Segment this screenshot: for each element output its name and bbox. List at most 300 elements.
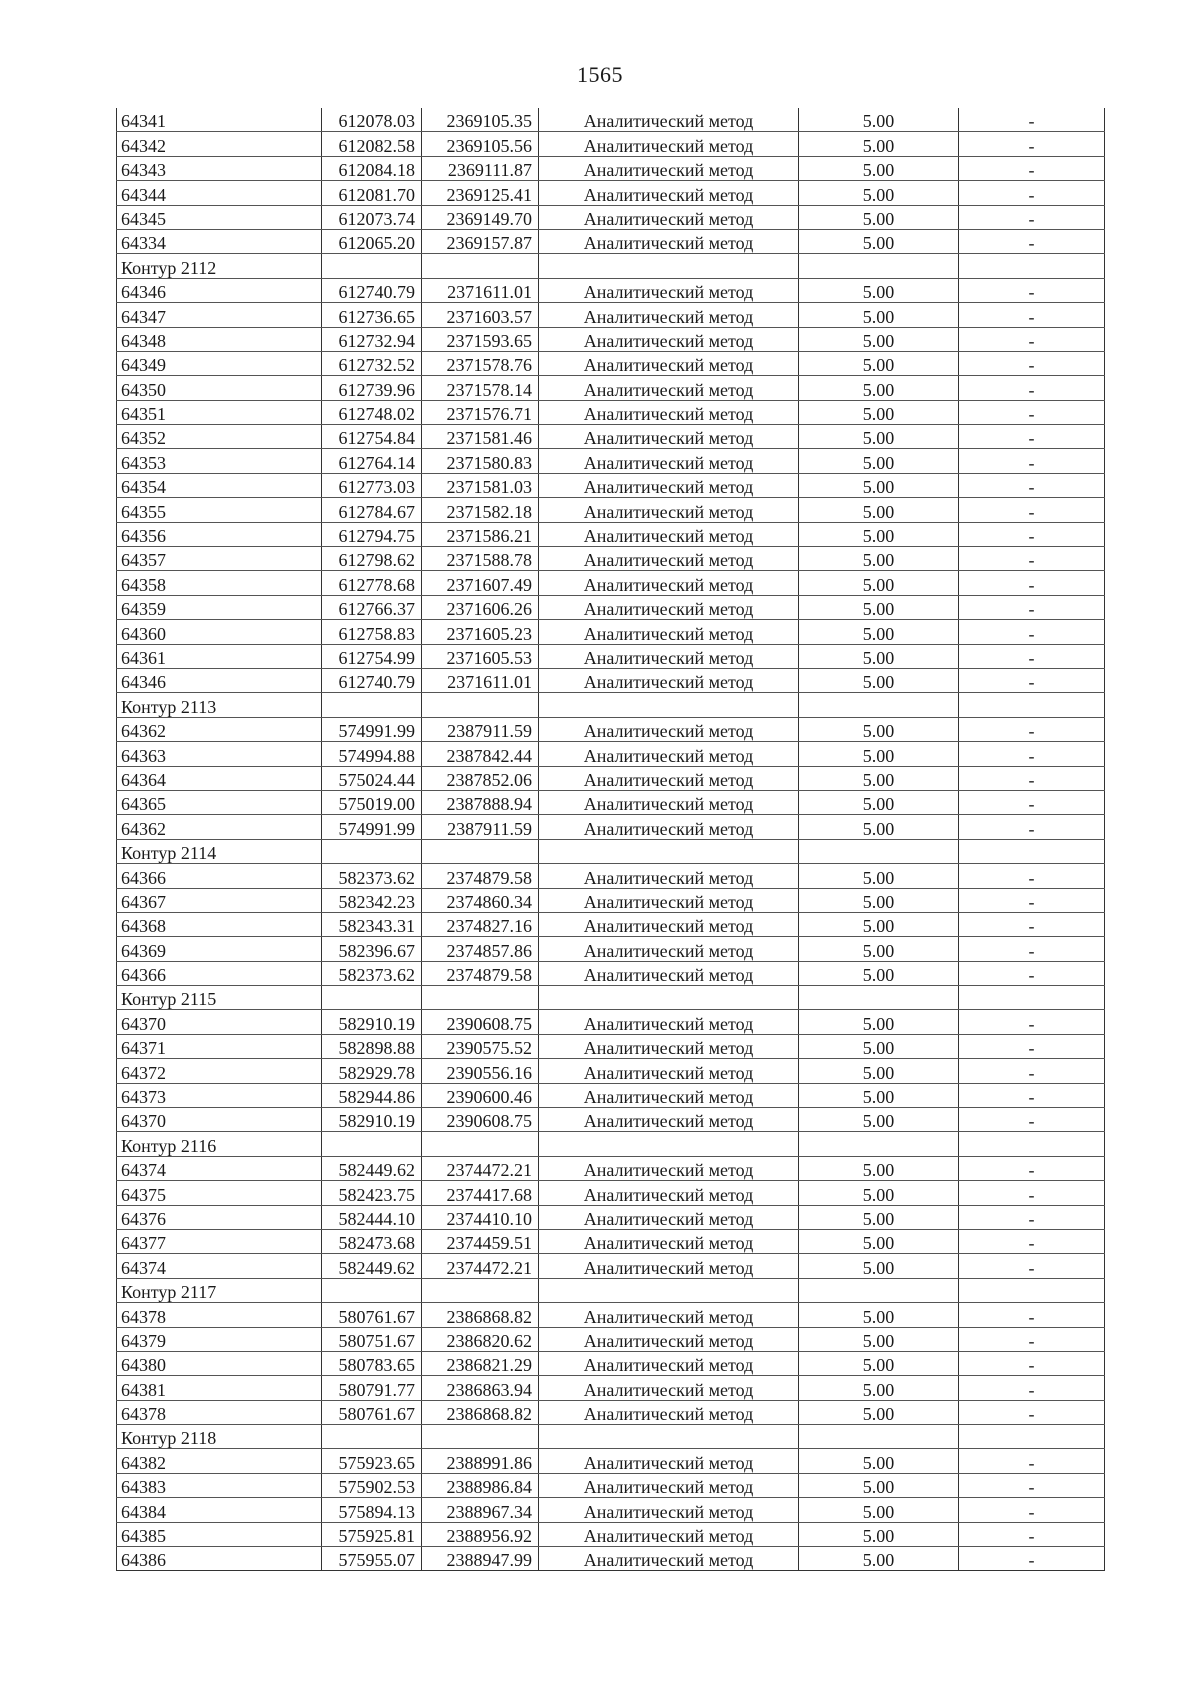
empty-cell xyxy=(422,986,539,1010)
point-id-cell: 64380 xyxy=(117,1351,322,1375)
note-cell: - xyxy=(959,742,1105,766)
note-cell: - xyxy=(959,1547,1105,1571)
method-cell: Аналитический метод xyxy=(539,108,799,132)
y-coordinate-cell: 2371581.46 xyxy=(422,425,539,449)
note-cell: - xyxy=(959,1498,1105,1522)
accuracy-cell: 5.00 xyxy=(799,742,959,766)
y-coordinate-cell: 2369111.87 xyxy=(422,156,539,180)
note-cell: - xyxy=(959,912,1105,936)
x-coordinate-cell: 612084.18 xyxy=(322,156,422,180)
method-cell: Аналитический метод xyxy=(539,1498,799,1522)
accuracy-cell: 5.00 xyxy=(799,522,959,546)
x-coordinate-cell: 612732.94 xyxy=(322,327,422,351)
x-coordinate-cell: 575923.65 xyxy=(322,1449,422,1473)
accuracy-cell: 5.00 xyxy=(799,717,959,741)
table-row xyxy=(117,1059,1105,1083)
point-id-cell: 64356 xyxy=(117,522,322,546)
coordinates-table xyxy=(116,108,1105,1571)
point-id-cell: 64384 xyxy=(117,1498,322,1522)
method-cell: Аналитический метод xyxy=(539,547,799,571)
method-cell: Аналитический метод xyxy=(539,1181,799,1205)
table-row xyxy=(117,1473,1105,1497)
note-cell: - xyxy=(959,864,1105,888)
note-cell: - xyxy=(959,1205,1105,1229)
point-id-cell: 64363 xyxy=(117,742,322,766)
y-coordinate-cell: 2390608.75 xyxy=(422,1010,539,1034)
point-id-cell: 64373 xyxy=(117,1083,322,1107)
method-cell: Аналитический метод xyxy=(539,815,799,839)
table-row xyxy=(117,1229,1105,1253)
empty-cell xyxy=(539,693,799,717)
contour-header-row xyxy=(117,693,1105,717)
empty-cell xyxy=(799,839,959,863)
table-row xyxy=(117,1400,1105,1424)
table-row xyxy=(117,1254,1105,1278)
point-id-cell: 64334 xyxy=(117,229,322,253)
x-coordinate-cell: 582898.88 xyxy=(322,1034,422,1058)
contour-header-row xyxy=(117,986,1105,1010)
x-coordinate-cell: 574991.99 xyxy=(322,815,422,839)
empty-cell xyxy=(322,1278,422,1302)
x-coordinate-cell: 612073.74 xyxy=(322,205,422,229)
table-row xyxy=(117,1303,1105,1327)
accuracy-cell: 5.00 xyxy=(799,1303,959,1327)
point-id-cell: 64372 xyxy=(117,1059,322,1083)
y-coordinate-cell: 2374857.86 xyxy=(422,937,539,961)
table-row xyxy=(117,1083,1105,1107)
y-coordinate-cell: 2388947.99 xyxy=(422,1547,539,1571)
x-coordinate-cell: 582423.75 xyxy=(322,1181,422,1205)
method-cell: Аналитический метод xyxy=(539,1108,799,1132)
note-cell: - xyxy=(959,1400,1105,1424)
empty-cell xyxy=(959,693,1105,717)
method-cell: Аналитический метод xyxy=(539,1229,799,1253)
x-coordinate-cell: 582449.62 xyxy=(322,1156,422,1180)
table-row xyxy=(117,888,1105,912)
method-cell: Аналитический метод xyxy=(539,1400,799,1424)
y-coordinate-cell: 2374827.16 xyxy=(422,912,539,936)
note-cell: - xyxy=(959,766,1105,790)
x-coordinate-cell: 574991.99 xyxy=(322,717,422,741)
table-row xyxy=(117,132,1105,156)
note-cell: - xyxy=(959,717,1105,741)
empty-cell xyxy=(422,254,539,278)
accuracy-cell: 5.00 xyxy=(799,1205,959,1229)
method-cell: Аналитический метод xyxy=(539,1351,799,1375)
method-cell: Аналитический метод xyxy=(539,961,799,985)
accuracy-cell: 5.00 xyxy=(799,1083,959,1107)
empty-cell xyxy=(422,839,539,863)
empty-cell xyxy=(322,839,422,863)
point-id-cell: 64349 xyxy=(117,351,322,375)
note-cell: - xyxy=(959,205,1105,229)
method-cell: Аналитический метод xyxy=(539,156,799,180)
accuracy-cell: 5.00 xyxy=(799,425,959,449)
method-cell: Аналитический метод xyxy=(539,1303,799,1327)
method-cell: Аналитический метод xyxy=(539,668,799,692)
point-id-cell: 64346 xyxy=(117,668,322,692)
point-id-cell: 64345 xyxy=(117,205,322,229)
accuracy-cell: 5.00 xyxy=(799,351,959,375)
x-coordinate-cell: 575024.44 xyxy=(322,766,422,790)
note-cell: - xyxy=(959,1034,1105,1058)
table-row xyxy=(117,1181,1105,1205)
x-coordinate-cell: 612740.79 xyxy=(322,278,422,302)
accuracy-cell: 5.00 xyxy=(799,1327,959,1351)
empty-cell xyxy=(959,254,1105,278)
y-coordinate-cell: 2371586.21 xyxy=(422,522,539,546)
note-cell: - xyxy=(959,132,1105,156)
accuracy-cell: 5.00 xyxy=(799,620,959,644)
x-coordinate-cell: 612784.67 xyxy=(322,498,422,522)
point-id-cell: 64366 xyxy=(117,961,322,985)
y-coordinate-cell: 2369149.70 xyxy=(422,205,539,229)
note-cell: - xyxy=(959,1303,1105,1327)
note-cell: - xyxy=(959,229,1105,253)
table-row xyxy=(117,961,1105,985)
y-coordinate-cell: 2387888.94 xyxy=(422,790,539,814)
method-cell: Аналитический метод xyxy=(539,400,799,424)
y-coordinate-cell: 2386868.82 xyxy=(422,1303,539,1327)
method-cell: Аналитический метод xyxy=(539,1327,799,1351)
note-cell: - xyxy=(959,1108,1105,1132)
empty-cell xyxy=(959,1278,1105,1302)
point-id-cell: 64351 xyxy=(117,400,322,424)
accuracy-cell: 5.00 xyxy=(799,595,959,619)
y-coordinate-cell: 2390575.52 xyxy=(422,1034,539,1058)
point-id-cell: 64386 xyxy=(117,1547,322,1571)
method-cell: Аналитический метод xyxy=(539,620,799,644)
x-coordinate-cell: 612778.68 xyxy=(322,571,422,595)
table-row xyxy=(117,351,1105,375)
y-coordinate-cell: 2371581.03 xyxy=(422,473,539,497)
x-coordinate-cell: 582473.68 xyxy=(322,1229,422,1253)
point-id-cell: 64360 xyxy=(117,620,322,644)
empty-cell xyxy=(799,986,959,1010)
note-cell: - xyxy=(959,1327,1105,1351)
note-cell: - xyxy=(959,156,1105,180)
table-row xyxy=(117,717,1105,741)
table-row xyxy=(117,620,1105,644)
x-coordinate-cell: 575955.07 xyxy=(322,1547,422,1571)
note-cell: - xyxy=(959,327,1105,351)
method-cell: Аналитический метод xyxy=(539,1449,799,1473)
y-coordinate-cell: 2388986.84 xyxy=(422,1473,539,1497)
note-cell: - xyxy=(959,1229,1105,1253)
note-cell: - xyxy=(959,547,1105,571)
contour-label: Контур 2115 xyxy=(117,986,322,1010)
note-cell: - xyxy=(959,620,1105,644)
y-coordinate-cell: 2371607.49 xyxy=(422,571,539,595)
empty-cell xyxy=(322,1425,422,1449)
y-coordinate-cell: 2371588.78 xyxy=(422,547,539,571)
empty-cell xyxy=(799,693,959,717)
note-cell: - xyxy=(959,961,1105,985)
table-row xyxy=(117,1010,1105,1034)
empty-cell xyxy=(799,254,959,278)
contour-header-row xyxy=(117,254,1105,278)
point-id-cell: 64370 xyxy=(117,1010,322,1034)
point-id-cell: 64371 xyxy=(117,1034,322,1058)
method-cell: Аналитический метод xyxy=(539,1376,799,1400)
table-row xyxy=(117,498,1105,522)
contour-header-row xyxy=(117,1132,1105,1156)
accuracy-cell: 5.00 xyxy=(799,1254,959,1278)
y-coordinate-cell: 2371593.65 xyxy=(422,327,539,351)
accuracy-cell: 5.00 xyxy=(799,790,959,814)
point-id-cell: 64352 xyxy=(117,425,322,449)
accuracy-cell: 5.00 xyxy=(799,327,959,351)
method-cell: Аналитический метод xyxy=(539,1547,799,1571)
y-coordinate-cell: 2371582.18 xyxy=(422,498,539,522)
note-cell: - xyxy=(959,1376,1105,1400)
empty-cell xyxy=(322,1132,422,1156)
empty-cell xyxy=(322,986,422,1010)
note-cell: - xyxy=(959,425,1105,449)
y-coordinate-cell: 2369125.41 xyxy=(422,181,539,205)
x-coordinate-cell: 582342.23 xyxy=(322,888,422,912)
method-cell: Аналитический метод xyxy=(539,937,799,961)
table-row xyxy=(117,181,1105,205)
y-coordinate-cell: 2374459.51 xyxy=(422,1229,539,1253)
table-row xyxy=(117,1108,1105,1132)
empty-cell xyxy=(539,839,799,863)
note-cell: - xyxy=(959,1449,1105,1473)
y-coordinate-cell: 2386868.82 xyxy=(422,1400,539,1424)
y-coordinate-cell: 2371603.57 xyxy=(422,303,539,327)
x-coordinate-cell: 580761.67 xyxy=(322,1400,422,1424)
point-id-cell: 64376 xyxy=(117,1205,322,1229)
point-id-cell: 64364 xyxy=(117,766,322,790)
empty-cell xyxy=(959,839,1105,863)
y-coordinate-cell: 2371605.23 xyxy=(422,620,539,644)
y-coordinate-cell: 2386821.29 xyxy=(422,1351,539,1375)
contour-label: Контур 2114 xyxy=(117,839,322,863)
table-row xyxy=(117,912,1105,936)
accuracy-cell: 5.00 xyxy=(799,864,959,888)
point-id-cell: 64353 xyxy=(117,449,322,473)
point-id-cell: 64367 xyxy=(117,888,322,912)
point-id-cell: 64369 xyxy=(117,937,322,961)
accuracy-cell: 5.00 xyxy=(799,1522,959,1546)
x-coordinate-cell: 580791.77 xyxy=(322,1376,422,1400)
x-coordinate-cell: 574994.88 xyxy=(322,742,422,766)
x-coordinate-cell: 580761.67 xyxy=(322,1303,422,1327)
accuracy-cell: 5.00 xyxy=(799,473,959,497)
point-id-cell: 64379 xyxy=(117,1327,322,1351)
table-row xyxy=(117,644,1105,668)
coordinates-table-body xyxy=(117,108,1105,1571)
x-coordinate-cell: 575019.00 xyxy=(322,790,422,814)
accuracy-cell: 5.00 xyxy=(799,278,959,302)
table-row xyxy=(117,1351,1105,1375)
point-id-cell: 64374 xyxy=(117,1254,322,1278)
method-cell: Аналитический метод xyxy=(539,132,799,156)
note-cell: - xyxy=(959,815,1105,839)
y-coordinate-cell: 2371576.71 xyxy=(422,400,539,424)
empty-cell xyxy=(422,1425,539,1449)
note-cell: - xyxy=(959,644,1105,668)
point-id-cell: 64374 xyxy=(117,1156,322,1180)
y-coordinate-cell: 2371611.01 xyxy=(422,278,539,302)
y-coordinate-cell: 2374410.10 xyxy=(422,1205,539,1229)
accuracy-cell: 5.00 xyxy=(799,229,959,253)
x-coordinate-cell: 612794.75 xyxy=(322,522,422,546)
accuracy-cell: 5.00 xyxy=(799,1473,959,1497)
x-coordinate-cell: 575902.53 xyxy=(322,1473,422,1497)
accuracy-cell: 5.00 xyxy=(799,181,959,205)
contour-label: Контур 2117 xyxy=(117,1278,322,1302)
table-row xyxy=(117,303,1105,327)
method-cell: Аналитический метод xyxy=(539,522,799,546)
point-id-cell: 64341 xyxy=(117,108,322,132)
accuracy-cell: 5.00 xyxy=(799,888,959,912)
method-cell: Аналитический метод xyxy=(539,473,799,497)
method-cell: Аналитический метод xyxy=(539,790,799,814)
table-row xyxy=(117,449,1105,473)
method-cell: Аналитический метод xyxy=(539,1205,799,1229)
table-row xyxy=(117,376,1105,400)
point-id-cell: 64366 xyxy=(117,864,322,888)
y-coordinate-cell: 2369157.87 xyxy=(422,229,539,253)
table-row xyxy=(117,1034,1105,1058)
note-cell: - xyxy=(959,595,1105,619)
table-row xyxy=(117,327,1105,351)
method-cell: Аналитический метод xyxy=(539,595,799,619)
accuracy-cell: 5.00 xyxy=(799,1376,959,1400)
accuracy-cell: 5.00 xyxy=(799,400,959,424)
point-id-cell: 64358 xyxy=(117,571,322,595)
y-coordinate-cell: 2374879.58 xyxy=(422,864,539,888)
table-row xyxy=(117,1522,1105,1546)
y-coordinate-cell: 2388991.86 xyxy=(422,1449,539,1473)
accuracy-cell: 5.00 xyxy=(799,376,959,400)
accuracy-cell: 5.00 xyxy=(799,1229,959,1253)
point-id-cell: 64362 xyxy=(117,717,322,741)
y-coordinate-cell: 2371605.53 xyxy=(422,644,539,668)
accuracy-cell: 5.00 xyxy=(799,766,959,790)
point-id-cell: 64361 xyxy=(117,644,322,668)
y-coordinate-cell: 2374472.21 xyxy=(422,1254,539,1278)
x-coordinate-cell: 612758.83 xyxy=(322,620,422,644)
y-coordinate-cell: 2374417.68 xyxy=(422,1181,539,1205)
accuracy-cell: 5.00 xyxy=(799,1156,959,1180)
accuracy-cell: 5.00 xyxy=(799,912,959,936)
table-row xyxy=(117,522,1105,546)
empty-cell xyxy=(959,1132,1105,1156)
accuracy-cell: 5.00 xyxy=(799,1400,959,1424)
accuracy-cell: 5.00 xyxy=(799,1351,959,1375)
method-cell: Аналитический метод xyxy=(539,278,799,302)
accuracy-cell: 5.00 xyxy=(799,1010,959,1034)
empty-cell xyxy=(422,693,539,717)
table-row xyxy=(117,1327,1105,1351)
point-id-cell: 64357 xyxy=(117,547,322,571)
accuracy-cell: 5.00 xyxy=(799,1108,959,1132)
point-id-cell: 64368 xyxy=(117,912,322,936)
accuracy-cell: 5.00 xyxy=(799,961,959,985)
point-id-cell: 64381 xyxy=(117,1376,322,1400)
method-cell: Аналитический метод xyxy=(539,1010,799,1034)
y-coordinate-cell: 2369105.56 xyxy=(422,132,539,156)
contour-label: Контур 2118 xyxy=(117,1425,322,1449)
y-coordinate-cell: 2371578.14 xyxy=(422,376,539,400)
table-row xyxy=(117,400,1105,424)
note-cell: - xyxy=(959,351,1105,375)
note-cell: - xyxy=(959,1473,1105,1497)
empty-cell xyxy=(799,1278,959,1302)
y-coordinate-cell: 2371580.83 xyxy=(422,449,539,473)
method-cell: Аналитический метод xyxy=(539,351,799,375)
table-row xyxy=(117,547,1105,571)
empty-cell xyxy=(959,986,1105,1010)
method-cell: Аналитический метод xyxy=(539,717,799,741)
method-cell: Аналитический метод xyxy=(539,1254,799,1278)
table-row xyxy=(117,790,1105,814)
point-id-cell: 64375 xyxy=(117,1181,322,1205)
accuracy-cell: 5.00 xyxy=(799,108,959,132)
y-coordinate-cell: 2369105.35 xyxy=(422,108,539,132)
note-cell: - xyxy=(959,1010,1105,1034)
method-cell: Аналитический метод xyxy=(539,229,799,253)
y-coordinate-cell: 2388956.92 xyxy=(422,1522,539,1546)
x-coordinate-cell: 612078.03 xyxy=(322,108,422,132)
accuracy-cell: 5.00 xyxy=(799,644,959,668)
empty-cell xyxy=(799,1425,959,1449)
point-id-cell: 64378 xyxy=(117,1400,322,1424)
contour-header-row xyxy=(117,839,1105,863)
x-coordinate-cell: 612739.96 xyxy=(322,376,422,400)
y-coordinate-cell: 2371611.01 xyxy=(422,668,539,692)
x-coordinate-cell: 612740.79 xyxy=(322,668,422,692)
x-coordinate-cell: 612766.37 xyxy=(322,595,422,619)
y-coordinate-cell: 2374860.34 xyxy=(422,888,539,912)
contour-label: Контур 2112 xyxy=(117,254,322,278)
accuracy-cell: 5.00 xyxy=(799,1547,959,1571)
x-coordinate-cell: 612798.62 xyxy=(322,547,422,571)
table-row xyxy=(117,668,1105,692)
note-cell: - xyxy=(959,473,1105,497)
point-id-cell: 64383 xyxy=(117,1473,322,1497)
accuracy-cell: 5.00 xyxy=(799,449,959,473)
method-cell: Аналитический метод xyxy=(539,1059,799,1083)
x-coordinate-cell: 582944.86 xyxy=(322,1083,422,1107)
table-row xyxy=(117,205,1105,229)
point-id-cell: 64378 xyxy=(117,1303,322,1327)
accuracy-cell: 5.00 xyxy=(799,156,959,180)
x-coordinate-cell: 582373.62 xyxy=(322,961,422,985)
method-cell: Аналитический метод xyxy=(539,888,799,912)
point-id-cell: 64385 xyxy=(117,1522,322,1546)
table-row xyxy=(117,278,1105,302)
note-cell: - xyxy=(959,449,1105,473)
x-coordinate-cell: 582444.10 xyxy=(322,1205,422,1229)
x-coordinate-cell: 582396.67 xyxy=(322,937,422,961)
y-coordinate-cell: 2387911.59 xyxy=(422,717,539,741)
note-cell: - xyxy=(959,571,1105,595)
x-coordinate-cell: 612081.70 xyxy=(322,181,422,205)
y-coordinate-cell: 2388967.34 xyxy=(422,1498,539,1522)
note-cell: - xyxy=(959,522,1105,546)
method-cell: Аналитический метод xyxy=(539,449,799,473)
accuracy-cell: 5.00 xyxy=(799,937,959,961)
note-cell: - xyxy=(959,1156,1105,1180)
point-id-cell: 64377 xyxy=(117,1229,322,1253)
table-row xyxy=(117,473,1105,497)
note-cell: - xyxy=(959,1351,1105,1375)
x-coordinate-cell: 612736.65 xyxy=(322,303,422,327)
x-coordinate-cell: 612773.03 xyxy=(322,473,422,497)
